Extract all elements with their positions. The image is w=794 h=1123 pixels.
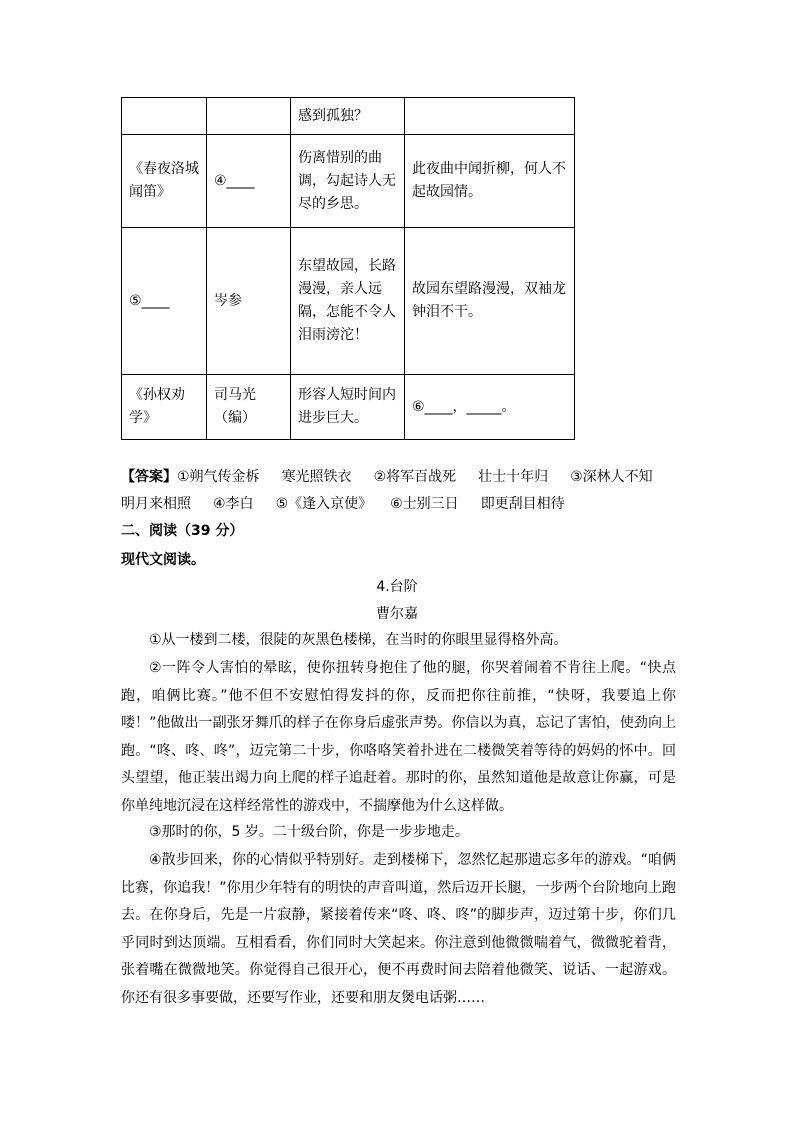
section-heading: 二、阅读（39 分）	[121, 523, 244, 539]
article-paragraph: ④散步回来，你的心情似乎特别好。走到楼梯下，忽然忆起那遗忘多年的游戏。“咱俩比赛，你追我！”你用少年特有的明快的声音叫道，然后迈开长腿，一步两个台阶地向上跑去。在你身后，先是一片寂静，紧接着传来“咚、咚、咚”的脚步声，迈过第十步，你们几乎同时到达顶端。互相看看，你们同时大笑起来。你注意到他微微喘着气，微微驼着背，张着嘴在微微地笑。你觉得自己很开心，便不再费时间去陪着他微笑、说话、一起游戏。你还有很多事要做，还要写作业，还要和朋友煲电话粥……	[121, 852, 676, 1006]
article-paragraph: ①从一楼到二楼，很陡的灰黑色楼梯，在当时的你眼里显得格外高。	[149, 632, 568, 648]
article-title: 4.台阶	[376, 579, 418, 595]
table-cell: 故园东望路漫漫，双袖龙钟泪不干。	[405, 228, 575, 375]
table-cell: ⑤____	[122, 228, 207, 375]
answer-item: 壮士十年归	[478, 469, 549, 485]
answer-item: 明月来相照	[121, 496, 191, 512]
table-cell: 《孙权劝学》	[122, 375, 207, 440]
answer-line-2	[121, 494, 681, 514]
table-cell: 司马光（编）	[207, 375, 291, 440]
table-row	[122, 135, 575, 228]
table-cell: 岑参	[207, 228, 291, 375]
table-cell: 此夜曲中闻折柳，何人不起故园情。	[405, 135, 575, 228]
answer-item: ③深林人不知	[570, 469, 653, 485]
section-subheading: 现代文阅读。	[121, 552, 205, 568]
answer-item: 寒光照铁衣	[281, 469, 352, 485]
table-row	[122, 228, 575, 375]
table-cell: 伤离惜别的曲调，勾起诗人无尽的乡思。	[291, 135, 405, 228]
table-row	[122, 375, 575, 440]
table-cell: 东望故园，长路漫漫，亲人远隔，怎能不令人泪雨滂沱！	[291, 228, 405, 375]
article-author: 曹尔嘉	[376, 606, 418, 622]
answer-item: ④李白	[213, 496, 254, 512]
table-cell: 形容人短时间内进步巨大。	[291, 375, 405, 440]
table-cell: 《春夜洛城闻笛》	[122, 135, 207, 228]
answer-item: ⑤《逢入京使》	[275, 496, 373, 512]
table-cell: ⑥____，_____。	[405, 375, 575, 440]
table-cell: 感到孤独？	[291, 98, 405, 135]
table-cell	[207, 98, 291, 135]
answer-item: ⑥士别三日	[390, 496, 459, 512]
article-paragraph: ②一阵令人害怕的晕眩，使你扭转身抱住了他的腿，你哭着闹着不肯往上爬。“快点跑，咱俩比赛。”他不但不安慰怕得发抖的你，反而把你往前推，“快呀，我要追上你喽！”他做出一副张牙舞爪的样子在你身后虚张声势。你信以为真，忘记了害怕，使劲向上跑。“咚、咚、咚”，迈完第二十步，你咯咯笑着扑进在二楼微笑着等待的妈妈的怀中。回头望望，他正装出竭力向上爬的样子追赶着。那时的你，虽然知道他是故意让你赢，可是你单纯地沉浸在这样经常性的游戏中，不揣摩他为什么这样做。	[121, 660, 676, 814]
article-paragraph: ③那时的你，5 岁。二十级台阶，你是一步步地走。	[149, 824, 469, 840]
poetry-table	[121, 97, 575, 440]
table-cell: ④____	[207, 135, 291, 228]
table-cell	[405, 98, 575, 135]
answer-item: ②将军百战死	[373, 469, 457, 485]
answer-label: 【答案】	[121, 469, 177, 485]
answer-item: 即更刮目相待	[480, 496, 565, 512]
table-cell	[122, 98, 207, 135]
answer-line-1	[121, 467, 681, 487]
table-row	[122, 98, 575, 135]
answer-item: ①朔气传金柝	[177, 469, 260, 485]
